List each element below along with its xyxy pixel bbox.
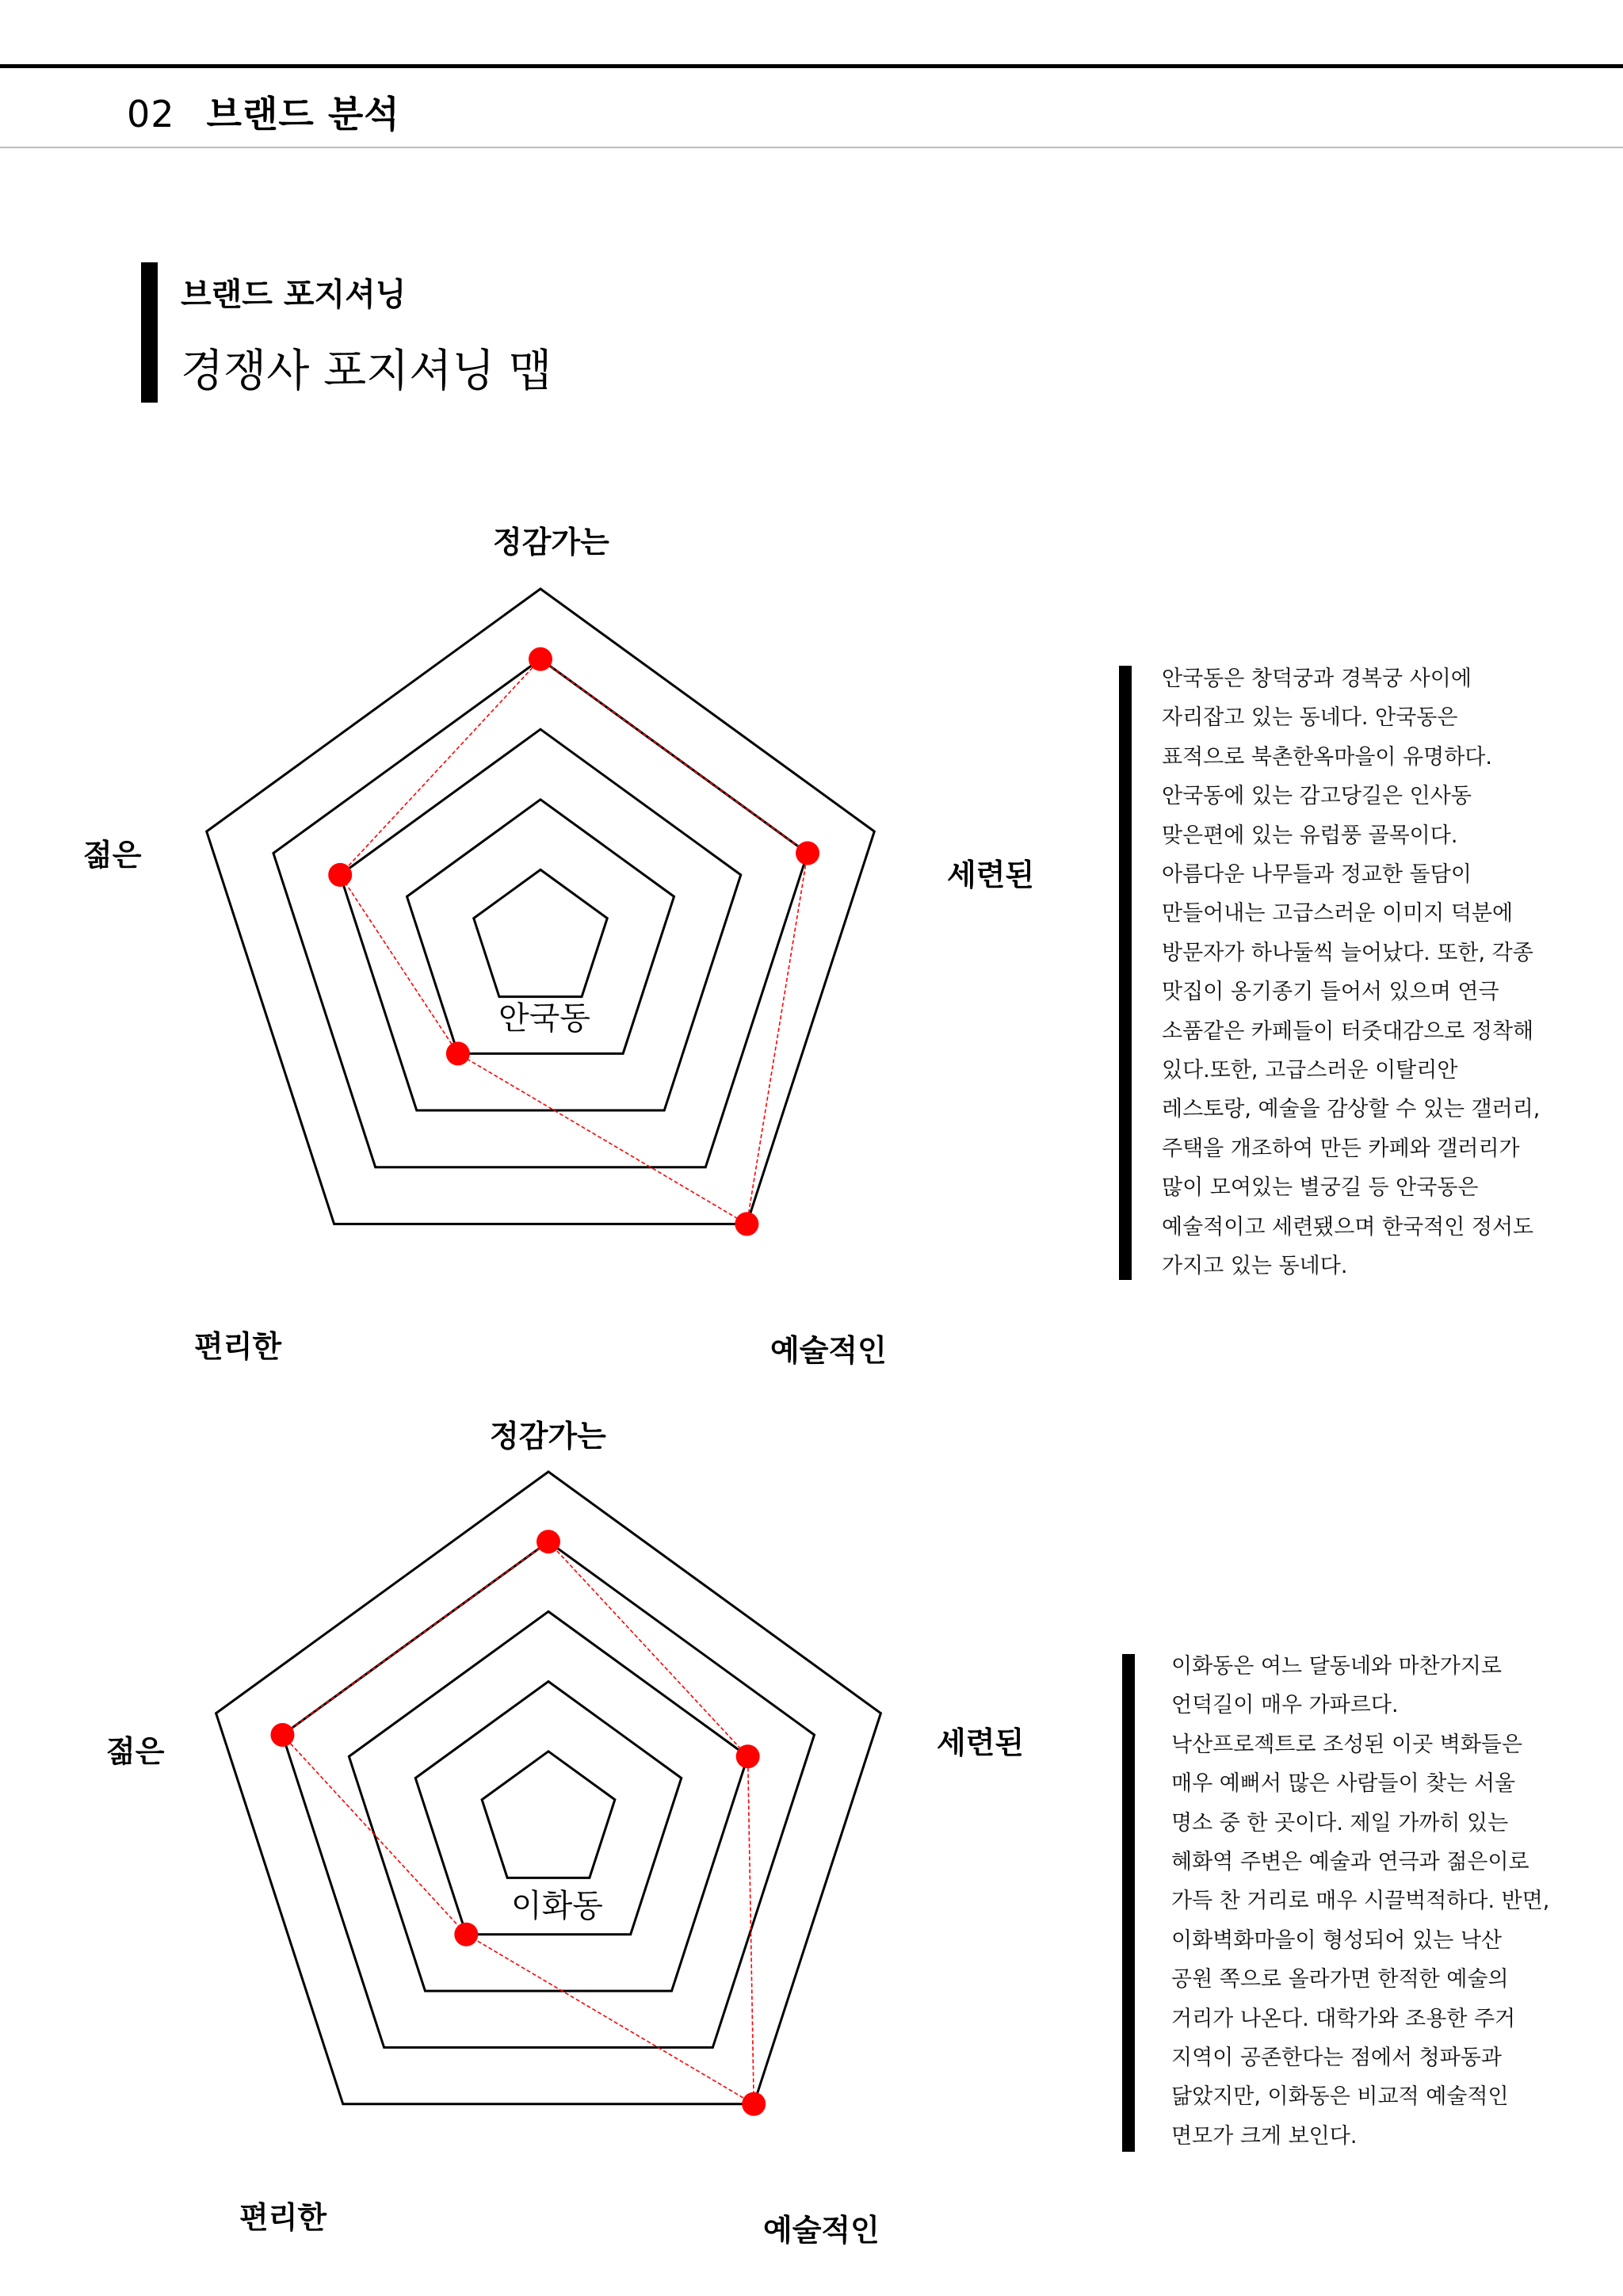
description-accent-bar bbox=[1122, 1654, 1135, 2152]
description-ihwa bbox=[1171, 1647, 1549, 2156]
axis-label-young: 젊은 bbox=[83, 837, 142, 873]
description-line: 매우 예뻐서 많은 사람들이 찾는 서울 bbox=[1171, 1771, 1516, 1797]
description-line: 지역이 공존한다는 점에서 청파동과 bbox=[1171, 2046, 1502, 2071]
radar-point-예술적인 bbox=[742, 2092, 766, 2116]
axis-label-convenient: 편리한 bbox=[239, 2199, 327, 2235]
radar-point-정감가는 bbox=[537, 1530, 560, 1553]
description-line: 안국동에 있는 감고당길은 인사동 bbox=[1162, 784, 1472, 809]
description-line: 만들어내는 고급스러운 이미지 덕분에 bbox=[1162, 901, 1514, 926]
description-line: 닮았지만, 이화동은 비교적 예술적인 bbox=[1171, 2084, 1509, 2110]
description-line: 예술적이고 세련됐으며 한국적인 정서도 bbox=[1162, 1214, 1534, 1240]
description-line: 이화동은 여느 달동네와 마찬가지로 bbox=[1171, 1654, 1502, 1679]
description-line: 거리가 나온다. 대학가와 조용한 주거 bbox=[1171, 2006, 1516, 2031]
description-line: 맞은편에 있는 유럽풍 골목이다. bbox=[1162, 823, 1458, 848]
description-line: 이화벽화마을이 형성되어 있는 낙산 bbox=[1171, 1927, 1502, 1953]
description-line: 면모가 크게 보인다. bbox=[1171, 2123, 1358, 2149]
chapter-title: 브랜드 분석 bbox=[206, 93, 400, 136]
description-line: 혜화역 주변은 예술과 연극과 젊은이로 bbox=[1171, 1850, 1529, 1875]
axis-label-refined: 세련된 bbox=[937, 1725, 1025, 1760]
description-line: 맛집이 옹기종기 들어서 있으며 연극 bbox=[1162, 980, 1499, 1005]
axis-label-refined: 세련된 bbox=[947, 857, 1035, 892]
radar-ring-1 bbox=[482, 1752, 615, 1878]
description-line: 소품같은 카페들이 터줏대감으로 정착해 bbox=[1162, 1018, 1534, 1044]
axis-label-convenient: 편리한 bbox=[194, 1328, 282, 1364]
description-line: 공원 쪽으로 올라가면 한적한 예술의 bbox=[1171, 1967, 1509, 1992]
chart-center-label: 안국동 bbox=[498, 1000, 590, 1037]
radar-ring-5 bbox=[216, 1472, 881, 2104]
description-line: 가득 찬 거리로 매우 시끌벅적하다. 반면, bbox=[1171, 1889, 1550, 1914]
description-line: 방문자가 하나둘씩 늘어났다. 또한, 각종 bbox=[1162, 940, 1533, 965]
radar-point-젊은 bbox=[270, 1723, 294, 1747]
description-line: 많이 모여있는 별궁길 등 안국동은 bbox=[1162, 1175, 1479, 1201]
description-line: 있다.또한, 고급스러운 이탈리안 bbox=[1162, 1058, 1458, 1083]
radar-point-세련된 bbox=[736, 1744, 760, 1768]
axis-label-warm: 정감가는 bbox=[493, 524, 609, 560]
description-line: 자리잡고 있는 동네다. 안국동은 bbox=[1162, 705, 1458, 731]
description-line: 낙산프로젝트로 조성된 이곳 벽화들은 bbox=[1171, 1732, 1523, 1757]
axis-label-warm: 정감가는 bbox=[490, 1418, 606, 1454]
description-line: 주택을 개조하여 만든 카페와 갤러리가 bbox=[1162, 1136, 1520, 1161]
section-title: 경쟁사 포지셔닝 맵 bbox=[181, 346, 552, 397]
radar-data-polygon bbox=[282, 1541, 754, 2104]
description-line: 명소 중 한 곳이다. 제일 가까히 있는 bbox=[1171, 1810, 1509, 1836]
chart-center-label: 이화동 bbox=[511, 1888, 603, 1924]
radar-point-편리한 bbox=[454, 1923, 478, 1946]
chapter-number: 02 bbox=[127, 93, 175, 136]
axis-label-artistic: 예술적인 bbox=[770, 1332, 887, 1368]
description-line: 언덕길이 매우 가파르다. bbox=[1171, 1693, 1399, 1718]
axis-label-young: 젊은 bbox=[106, 1733, 165, 1769]
description-accent-bar bbox=[1119, 666, 1132, 1280]
description-line: 레스토랑, 예술을 감상할 수 있는 갤러리, bbox=[1162, 1097, 1541, 1122]
description-line: 가지고 있는 동네다. bbox=[1162, 1254, 1348, 1279]
description-line: 표적으로 북촌한옥마을이 유명하다. bbox=[1162, 744, 1492, 770]
description-anguk bbox=[1162, 659, 1540, 1286]
description-line: 안국동은 창덕궁과 경복궁 사이에 bbox=[1162, 667, 1472, 691]
axis-label-artistic: 예술적인 bbox=[763, 2212, 880, 2248]
description-line: 아름다운 나무들과 정교한 돌담이 bbox=[1162, 862, 1472, 888]
section-subtitle: 브랜드 포지셔닝 bbox=[181, 277, 407, 313]
